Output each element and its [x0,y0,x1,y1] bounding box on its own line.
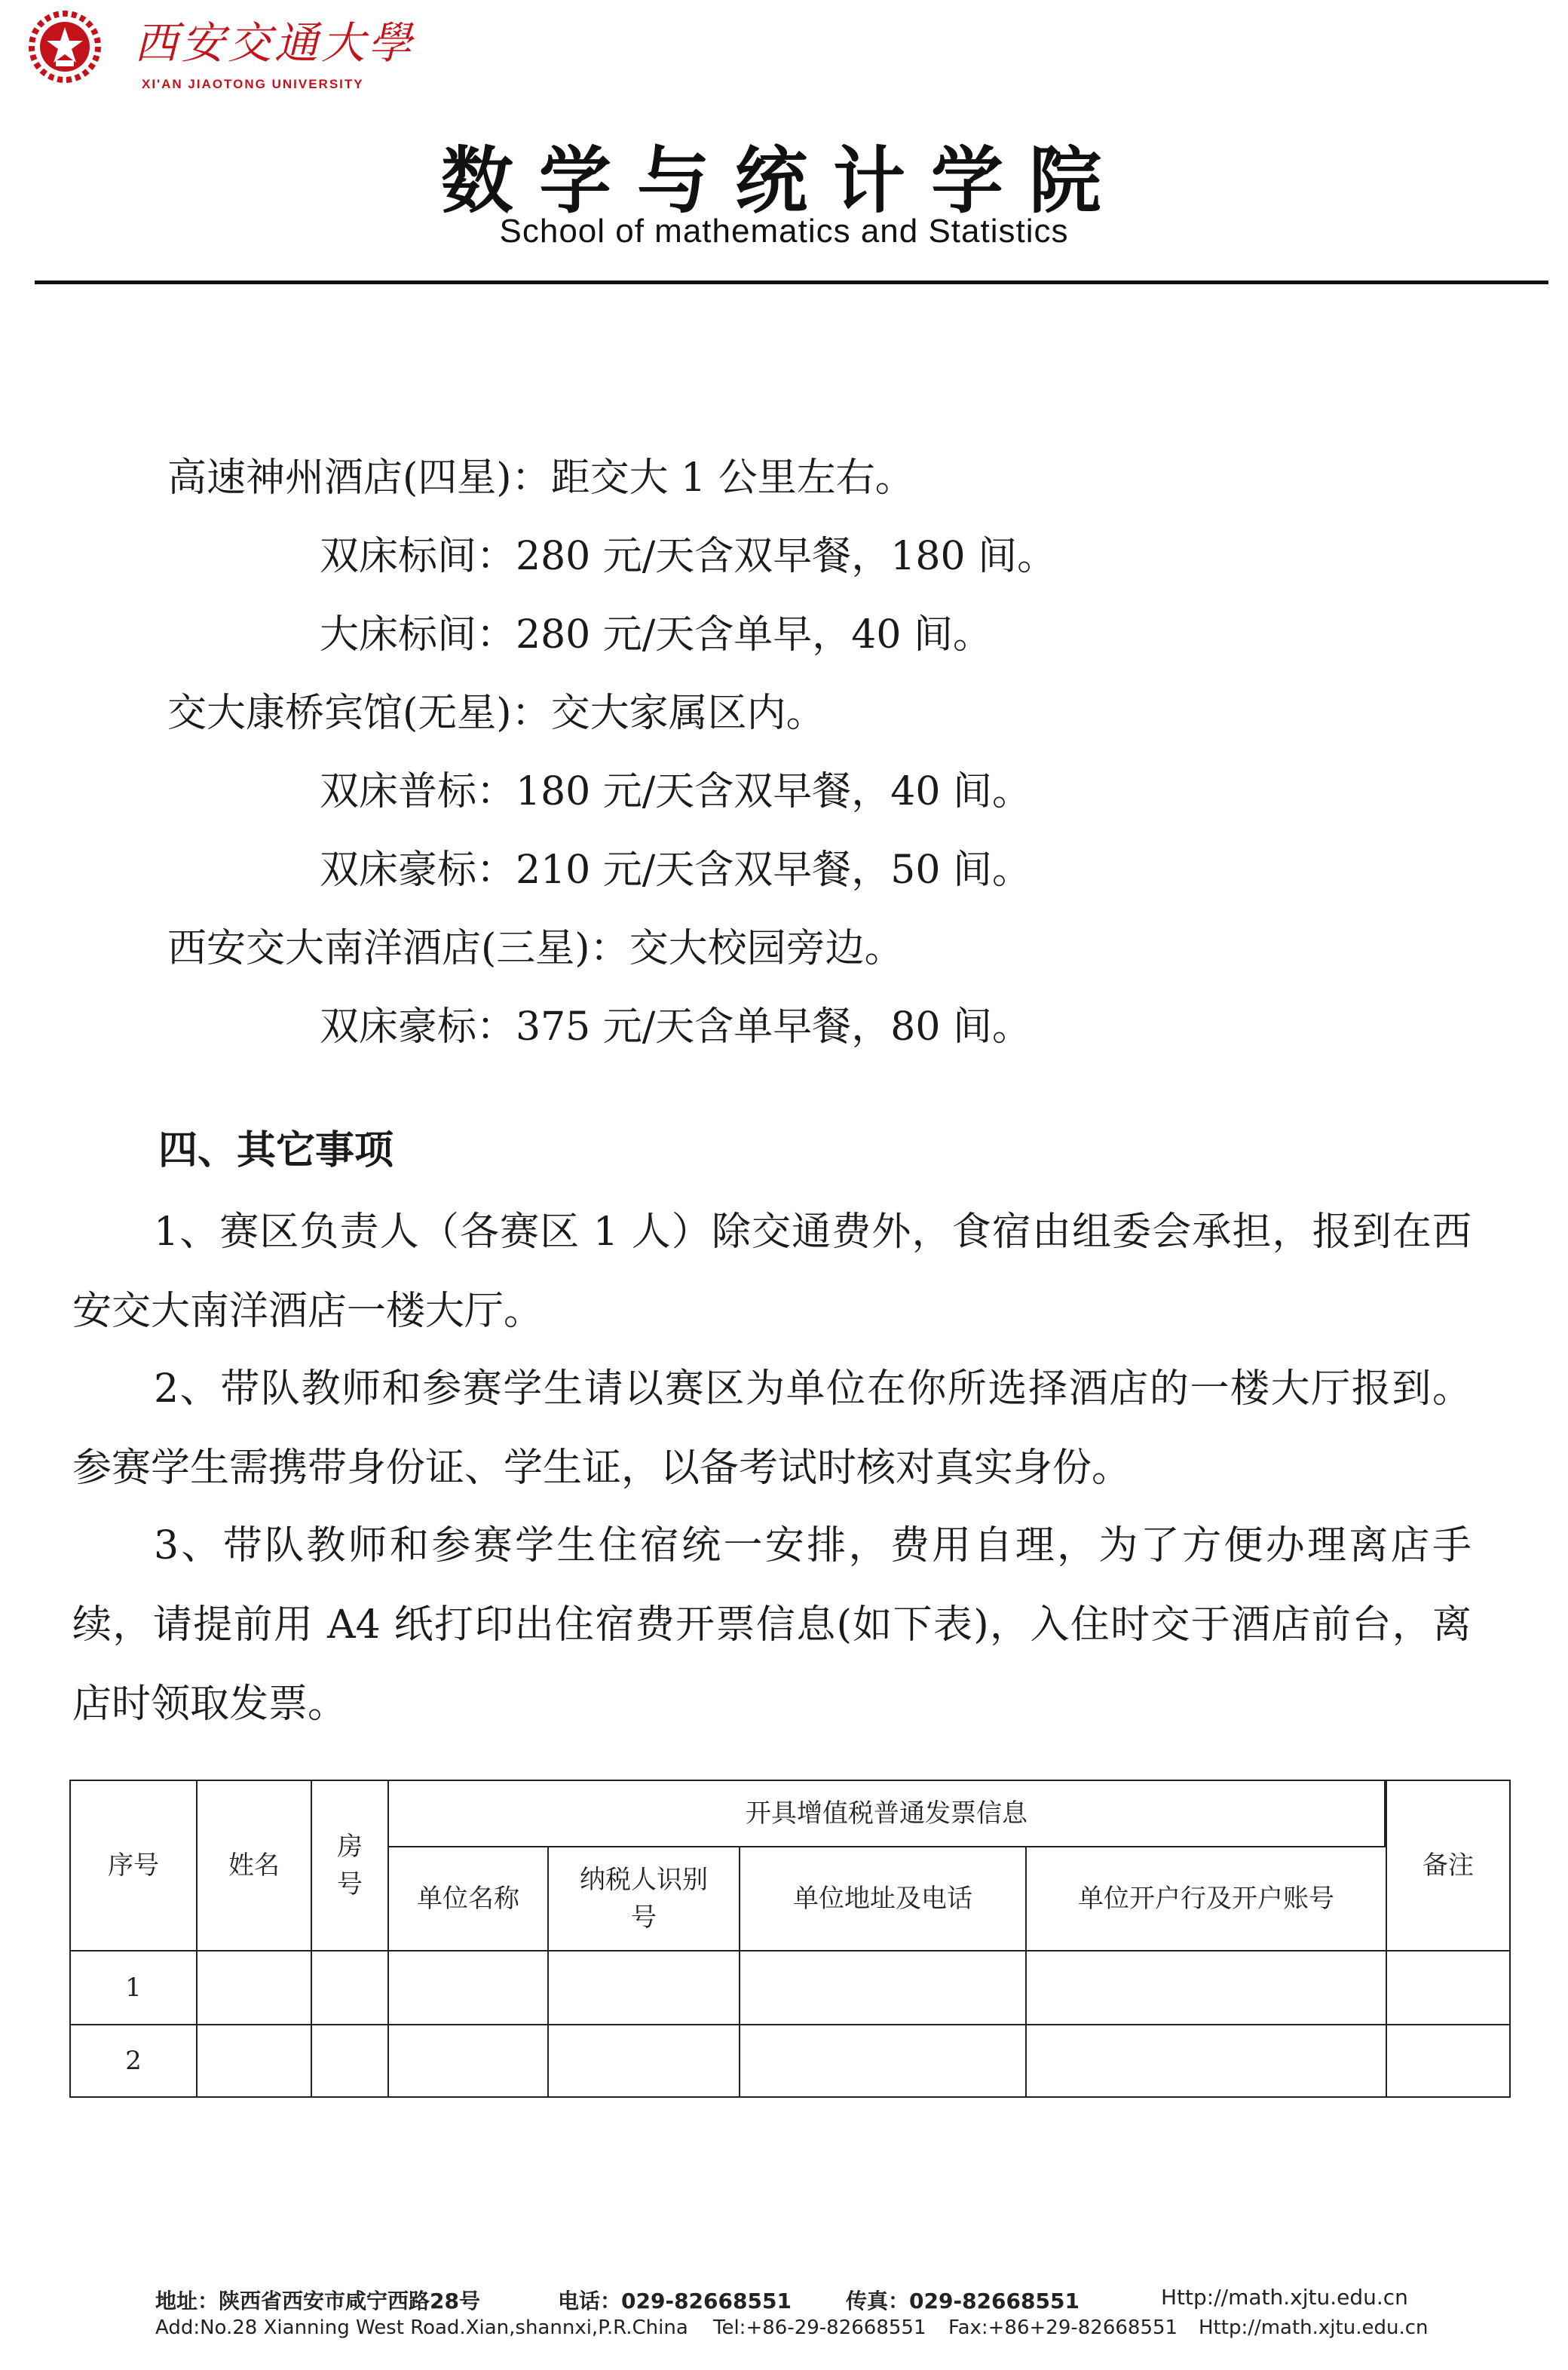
table-cell [547,1950,740,2025]
table-cell [1386,1950,1511,2025]
school-title-en: School of mathematics and Statistics [499,213,1069,250]
notice-item: 3、带队教师和参赛学生住宿统一安排，费用自理，为了方便办理离店手续，请提前用 A4 纸打印出住宿费开票信息(如下表)，入住时交于酒店前台，离店时领取发票。 [72,1523,1472,1727]
section-heading: 四、其它事项 [158,1128,394,1173]
table-cell [547,2024,740,2098]
room-rate: 双床普标：180 元/天含双早餐，40 间。 [320,769,1031,814]
room-rate: 双床豪标：210 元/天含双早餐，50 间。 [320,848,1031,893]
table-cell [739,1950,1027,2025]
footer-address-cn: 地址：陕西省西安市咸宁西路28号 [155,2289,480,2313]
header-address-phone: 单位地址及电话 [739,1846,1027,1951]
invoice-info-table [69,1780,1511,2098]
notice-item: 2、带队教师和参赛学生请以赛区为单位在你所选择酒店的一楼大厅报到。参赛学生需携带身份证、学生证，以备考试时核对真实身份。 [72,1366,1472,1491]
hotel-title: 西安交大南洋酒店(三星)：交大校园旁边。 [167,926,904,971]
hotel-title: 交大康桥宾馆(无星)：交大家属区内。 [167,691,825,736]
table-cell [311,1950,389,2025]
table-cell [1025,2024,1387,2098]
table-cell [739,2024,1027,2098]
header-name: 姓名 [196,1780,312,1951]
footer-url[interactable]: Http://math.xjtu.edu.cn [1161,2285,1408,2310]
row-seq: 1 [69,1950,198,2025]
footer-fax-en: Fax:+86+29-82668551 [948,2316,1178,2339]
university-name-en: XI'AN JIAOTONG UNIVERSITY [142,77,364,91]
room-rate: 大床标间：280 元/天含单早，40 间。 [320,612,992,658]
footer-phone-en: Tel:+86-29-82668551 [713,2316,926,2339]
room-rate: 双床标间：280 元/天含双早餐，180 间。 [320,534,1057,579]
table-cell [196,1950,312,2025]
university-name-cn: 西安交通大學 [134,17,415,69]
row-seq: 2 [69,2024,198,2098]
footer-url-en[interactable]: Http://math.xjtu.edu.cn [1199,2316,1429,2339]
header-room: 房号 [311,1780,389,1951]
hotel-title: 高速神州酒店(四星)：距交大 1 公里左右。 [167,455,914,501]
header-divider [35,281,1548,284]
header-remark: 备注 [1386,1780,1511,1951]
table-cell [311,2024,389,2098]
footer-address-en: Add:No.28 Xianning West Road.Xian,shannxi,P.R.China [155,2316,688,2339]
header-invoice-group: 开具增值税普通发票信息 [387,1780,1386,1847]
table-cell [1025,1950,1387,2025]
header-unit-name: 单位名称 [387,1846,549,1951]
header-bank-account: 单位开户行及开户账号 [1025,1846,1387,1951]
footer-phone-cn: 电话：029-82668551 [558,2289,792,2313]
table-cell [387,1950,549,2025]
table-cell [196,2024,312,2098]
header-taxpayer-id: 纳税人识别号 [547,1846,740,1951]
room-rate: 双床豪标：375 元/天含单早餐，80 间。 [320,1004,1031,1050]
table-cell [387,2024,549,2098]
header-seq: 序号 [69,1780,198,1951]
table-cell [1386,2024,1511,2098]
school-title-cn: 数学与统计学院 [441,139,1127,223]
footer-fax-cn: 传真：029-82668551 [846,2289,1080,2313]
notice-item: 1、赛区负责人（各赛区 1 人）除交通费外，食宿由组委会承担，报到在西安交大南洋酒店一楼大厅。 [72,1210,1472,1334]
university-logo-emblem [29,11,101,83]
